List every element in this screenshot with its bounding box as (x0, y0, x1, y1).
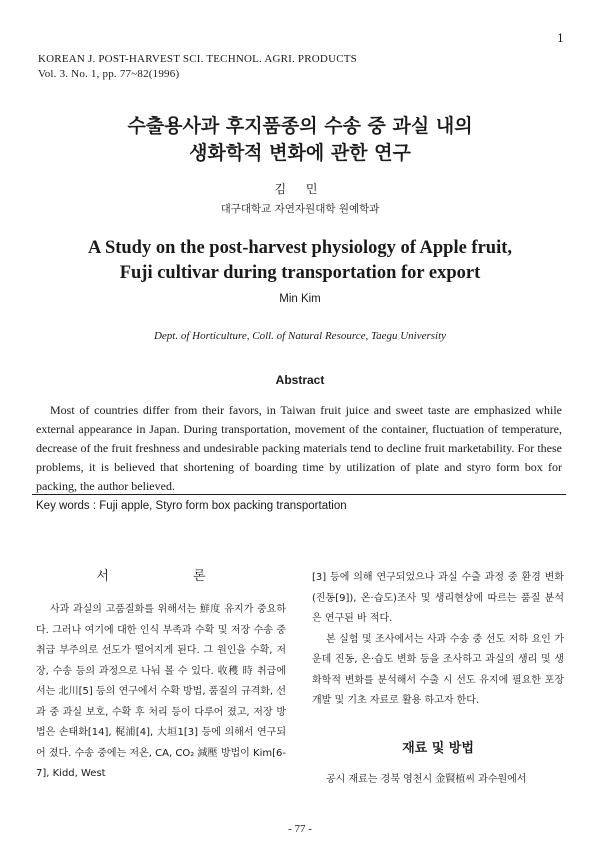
journal-header (38, 52, 357, 82)
korean-title-line-2: 생화학적 변화에 관한 연구 (189, 142, 411, 164)
korean-title (0, 113, 600, 167)
methods-paragraph-1: 공시 재료는 경북 영천시 金賢植씨 과수원에서 (326, 774, 527, 785)
abstract-heading: Abstract (275, 373, 325, 387)
methods-heading: 재료 및 방법 (402, 741, 474, 756)
introduction-paragraph-2: [3] 등에 의해 연구되었으나 과실 수출 과정 중 환경 변화(진동[9]), 온·습도)조사 및 생리현상에 따르는 품질 분석은 연구된 바 적다. (312, 572, 564, 624)
page-number: 1 (557, 32, 564, 45)
page-footer: - 77 - (288, 823, 312, 835)
introduction-heading: 서 론 (96, 569, 246, 584)
introduction-right-column (312, 568, 564, 712)
korean-affiliation: 대구대학교 자연자원대학 원예학과 (220, 203, 380, 215)
introduction-paragraph-1: 사과 과실의 고품질화를 위해서는 鮮度 유지가 중요하다. 그러나 여기에 대한 인식 부족과 수확 및 저장 수송 중 취급 부주의로 선도가 떨어지게 된다. 그 원인을 수확, 저장, 수송 등의 과정으로 나눠 볼 수 있다. 收穫 時 취급에서는 北川[5] 등의 연구에서 수확 방법, 품질의 규격화, 선과 중 과실 보호, 수확 후 처리 등이 다루어 졌고, 저장 방법은 손태화[14], 梶浦[4], 大垣1[3] 등에 의해서 연구되어 졌다. 수송 중에는 저온, CA, CO₂ 減壓 방법이 Kim[6-7], Kidd, West (36, 604, 286, 779)
abstract-paragraph: Most of countries differ from their favors, in Taiwan fruit juice and sweet taste are emphasized while external appearance in Japan. During transportation, movement of the container, fluctuation of temperature, decrease of the fruit freshness and undesirable packing materials tend to decline fruit marketability. For these problems, it is believed that shortening of boarding time by utilization of plate and styro form box for packing, the author believed. (36, 403, 562, 493)
english-title-line-2: Fuji cultivar during transportation for export (119, 263, 481, 283)
journal-name: KOREAN J. POST-HARVEST SCI. TECHNOL. AGRI. PRODUCTS (38, 53, 357, 65)
journal-volume: Vol. 3. No. 1, pp. 77~82(1996) (38, 68, 180, 80)
english-title (0, 236, 600, 286)
abstract-text (36, 401, 562, 496)
english-affiliation: Dept. of Horticulture, Coll. of Natural Resource, Taegu University (153, 330, 447, 342)
english-author: Min Kim (279, 293, 321, 305)
keywords: Key words : Fuji apple, Styro form box packing transportation (36, 500, 347, 512)
korean-author: 김 민 (274, 182, 326, 196)
methods-column (312, 770, 564, 791)
korean-title-line-1: 수출용사과 후지품종의 수송 중 과실 내의 (127, 115, 473, 137)
introduction-left-column (36, 600, 286, 785)
english-title-line-1: A Study on the post-harvest physiology of Apple fruit, (87, 238, 513, 258)
introduction-paragraph-3: 본 실험 및 조사에서는 사과 수송 중 선도 저하 요인 가운데 진동, 온·습도 변화 등을 조사하고 과실의 생리 및 생화학적 변화를 분석해서 수출 시 선도 유지에 필요한 포장 개발 및 기초 자료로 활용 하고자 한다. (312, 633, 564, 706)
section-divider (32, 494, 566, 495)
